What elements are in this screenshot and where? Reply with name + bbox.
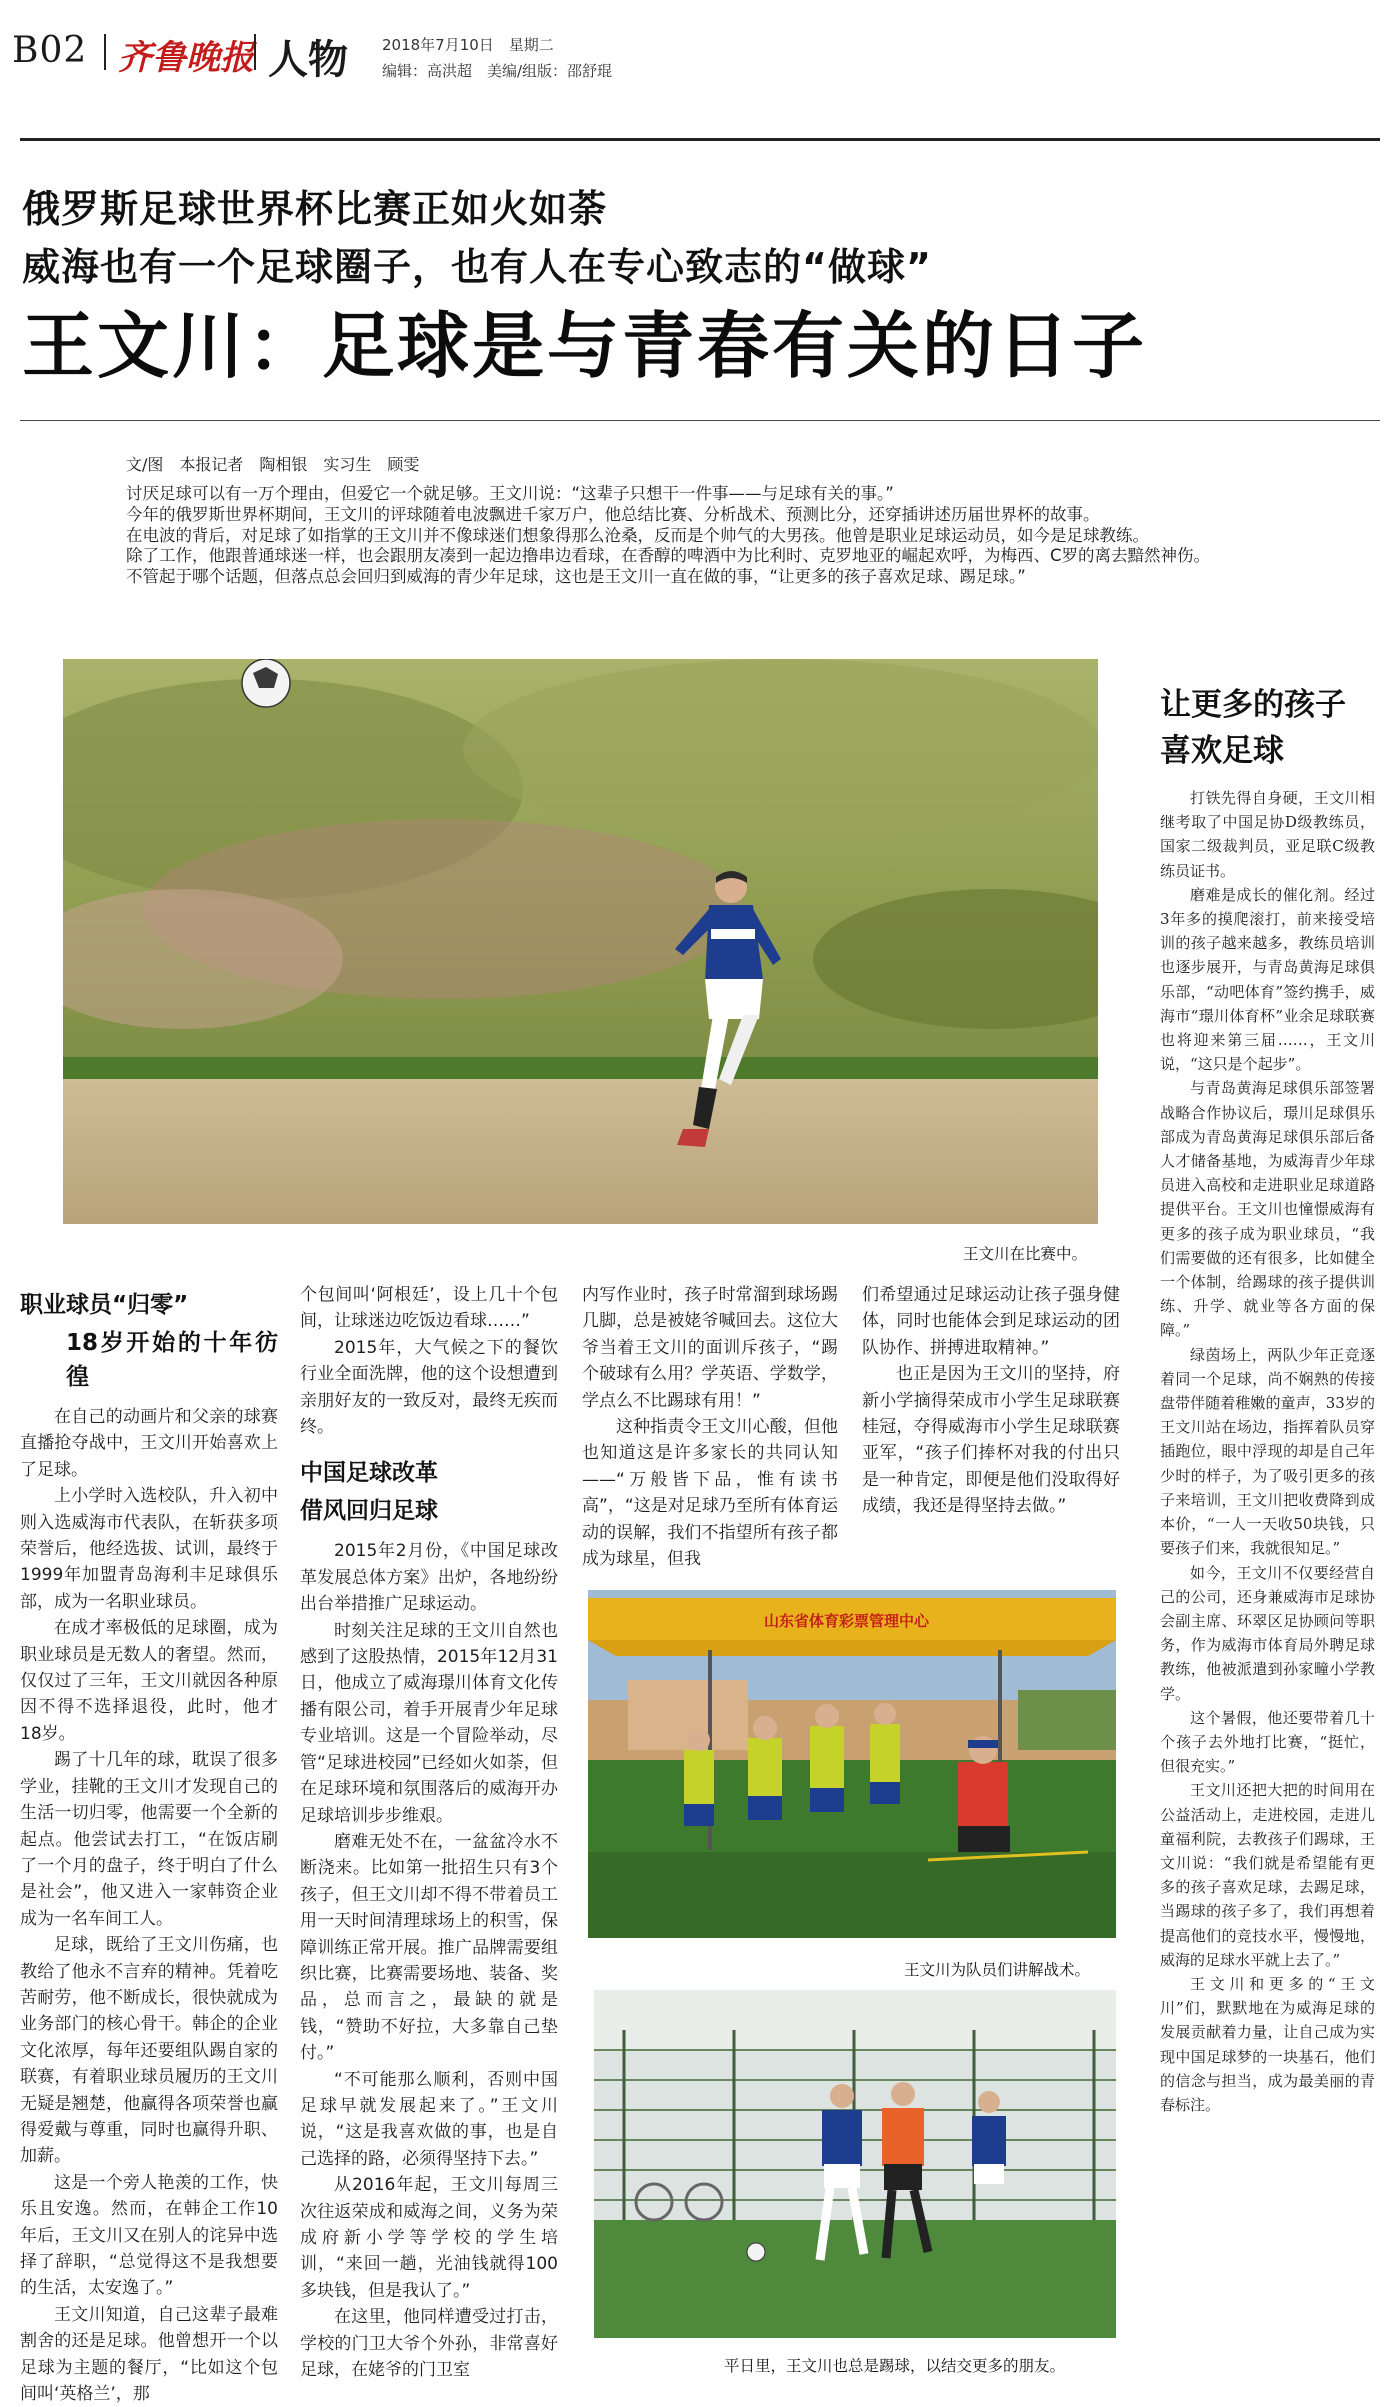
body-paragraph: 们希望通过足球运动让孩子强身健体，同时也能体会到足球运动的团队协作、拼搏进取精神。” <box>862 1285 1120 1358</box>
sidebar-body <box>1160 786 1375 2117</box>
lead-line: 在电波的背后，对足球了如指掌的王文川并不像球迷们想象得那么沧桑，反而是个帅气的大男孩。他曾是职业足球运动员，如今是足球教练。 <box>126 525 1149 545</box>
issue-date: 2018年7月10日 星期二 <box>382 36 554 54</box>
header-divider <box>104 34 106 70</box>
article-column-1 <box>20 1288 278 2407</box>
lead-line: 讨厌足球可以有一万个理由，但爱它一个就足够。王文川说：“这辈子只想干一件事——与足球有关的事。” <box>126 484 894 503</box>
subhead-reform: 中国足球改革 <box>300 1460 438 1487</box>
sidebar-title-line-1: 让更多的孩子 <box>1160 687 1346 723</box>
body-paragraph: 2015年，大气候之下的餐饮行业全面洗牌，他的这个设想遭到亲朋好友的一致反对，最终无疾而终。 <box>300 1337 558 1438</box>
subhead-ten-years: 18岁开始的十年彷徨 <box>66 1330 278 1390</box>
article-column-4 <box>862 1282 1120 1520</box>
body-paragraph: 这是一个旁人艳羡的工作，快乐且安逸。然而，在韩企工作10年后，王文川又在别人的诧异中选择了辞职，“总觉得这不是我想要的生活，太安逸了。” <box>20 2172 278 2299</box>
lead-paragraph <box>126 484 1326 588</box>
body-paragraph: 也正是因为王文川的坚持，府新小学摘得荣成市小学生足球联赛桂冠，夺得威海市小学生足球联赛亚军，“孩子们捧杯对我的付出只是一种肯定，即便是他们没取得好成绩，我还是得坚持去做。” <box>862 1364 1120 1517</box>
sidebar-title-line-2: 喜欢足球 <box>1160 733 1284 769</box>
lead-line: 今年的俄罗斯世界杯期间，王文川的评球随着电波飘进千家万户，他总结比赛、分析战术、预测比分，还穿插讲述历届世界杯的故事。 <box>126 504 1100 524</box>
newspaper-logo: 齐鲁晚报 <box>118 38 254 78</box>
sidebar-paragraph: 打铁先得自身硬，王文川相继考取了中国足协D级教练员，国家二级裁判员，亚足联C级教练员证书。 <box>1160 789 1375 880</box>
body-paragraph: 上小学时入选校队，升入初中则入选威海市代表队，在斩获多项荣誉后，他经选拔、试训，最终于1999年加盟青岛海利丰足球俱乐部，成为一名职业球员。 <box>20 1486 278 1612</box>
article-column-3 <box>582 1282 838 1572</box>
kicker-line-2: 威海也有一个足球圈子，也有人在专心致志的“做球” <box>22 245 932 289</box>
lead-line: 不管起于哪个话题，但落点总会回归到威海的青少年足球，这也是王文川一直在做的事，“让更多的孩子喜欢足球、踢足球。” <box>126 567 1026 587</box>
sidebar-paragraph: 如今，王文川不仅要经营自己的公司，还身兼威海市足球协会副主席、环翠区足协顾问等职务，作为威海市体育局外聘足球教练，他被派遣到孙家疃小学教学。 <box>1160 1563 1375 1703</box>
photo-caption-2: 王文川为队员们讲解战术。 <box>904 1961 1091 1979</box>
lead-line: 除了工作，他跟普通球迷一样，也会跟朋友凑到一起边撸串边看球，在香醇的啤酒中为比利时、克罗地亚的崛起欢呼，为梅西、C罗的离去黯然神伤。 <box>126 546 1211 566</box>
sidebar-paragraph: 王文川和更多的“王文川”们，默默地在为威海足球的发展贡献着力量，让自己成为实现中国足球梦的一块基石，他们的信念与担当，成为最美丽的青春标注。 <box>1160 1974 1375 2114</box>
body-paragraph: “不可能那么顺利，否则中国足球早就发展起来了。”王文川说，“这是我喜欢做的事，也是自己选择的路，必须得坚持下去。” <box>300 2069 558 2169</box>
sidebar-paragraph: 磨难是成长的催化剂。经过3年多的摸爬滚打，前来接受培训的孩子越来越多，教练员培训也逐步展开，与青岛黄海足球俱乐部，“动吧体育”签约携手，威海市“璟川体育杯”业余足球联赛也将迎来第三届……，王文川说，“这只是个起步”。 <box>1160 885 1375 1074</box>
body-paragraph: 在成才率极低的足球圈，成为职业球员是无数人的奢望。然而，仅仅过了三年，王文川就因各种原因不得不选择退役，此时，他才18岁。 <box>20 1618 278 1744</box>
body-paragraph: 踢了十几年的球，耽误了很多学业，挂靴的王文川才发现自己的生活一切归零，他需要一个全新的起点。他尝试去打工，“在饭店刷了一个月的盘子，终于明白了什么是社会”，他又进入一家韩资企业成为一名车间工人。 <box>20 1750 278 1929</box>
body-paragraph: 时刻关注足球的王文川自然也感到了这股热情，2015年12月31日，他成立了威海璟川体育文化传播有限公司，着手开展青少年足球专业培训。这是一个冒险举动，尽管“足球进校园”已经如火如荼，但在足球环境和氛围落后的威海开办足球培训步步维艰。 <box>300 1620 558 1826</box>
photo-caption-1: 王文川在比赛中。 <box>963 1245 1088 1263</box>
body-paragraph: 王文川知道，自己这辈子最难割舍的还是足球。他曾想开一个以足球为主题的餐厅，“比如这个包间叫‘英格兰’，那 <box>20 2304 278 2405</box>
photo-player-kicking <box>63 659 1098 1224</box>
subhead-return: 借风回归足球 <box>300 1498 438 1525</box>
sidebar-title <box>1160 682 1375 774</box>
body-paragraph: 在这里，他同样遭受过打击，学校的门卫大爷个外孙，非常喜好足球，在姥爷的门卫室 <box>300 2307 558 2381</box>
header-rule <box>20 138 1380 141</box>
sidebar-paragraph: 这个暑假，他还要带着几十个孩子去外地打比赛，“挺忙，但很充实。” <box>1160 1708 1375 1776</box>
body-paragraph: 个包间叫‘阿根廷’，设上几十个包间，让球迷边吃饭边看球……” <box>300 1285 558 1332</box>
editor-credits: 编辑：高洪超 美编/组版：邵舒琨 <box>382 62 613 80</box>
header-divider <box>254 34 256 70</box>
sidebar-paragraph: 与青岛黄海足球俱乐部签署战略合作协议后，璟川足球俱乐部成为青岛黄海足球俱乐部后备人才储备基地，为威海青少年球员进入高校和走进职业足球道路提供平台。王文川也憧憬威海有更多的孩子成为职业球员，“我们需要做的还有很多，比如健全一个体制，给踢球的孩子提供训练、升学、就业等各方面的保障。” <box>1160 1079 1375 1340</box>
body-paragraph: 磨难无处不在，一盆盆冷水不断浇来。比如第一批招生只有3个孩子，但王文川却不得不带着员工用一天时间清理球场上的积雪，保障训练正常开展。推广品牌需要组织比赛，比赛需要场地、装备、奖品，总而言之，最缺的就是钱，“赞助不好拉，大多靠自己垫付。” <box>300 1831 558 2064</box>
body-paragraph: 2015年2月份，《中国足球改革发展总体方案》出炉，各地纷纷出台举措推广足球运动。 <box>300 1541 558 1615</box>
subhead-pro-player: 职业球员“归零” <box>20 1292 189 1318</box>
body-paragraph: 从2016年起，王文川每周三次往返荣成和威海之间，义务为荣成府新小学等学校的学生培训，“来回一趟，光油钱就得100多块钱，但是我认了。” <box>300 2175 558 2301</box>
article-column-2 <box>300 1282 558 2383</box>
headline-rule <box>20 420 1380 421</box>
photo-tactics-briefing <box>588 1590 1116 1938</box>
page-number: B02 <box>12 30 88 71</box>
body-paragraph: 在自己的动画片和父亲的球赛直播抢夺战中，王文川开始喜欢上了足球。 <box>20 1407 278 1480</box>
main-headline: 王文川：足球是与青春有关的日子 <box>22 304 1148 388</box>
kicker-line-1: 俄罗斯足球世界杯比赛正如火如荼 <box>22 187 608 231</box>
tent-banner-text: 山东省体育彩票管理中心 <box>764 1612 930 1630</box>
sidebar-paragraph: 绿茵场上，两队少年正竞逐着同一个足球，尚不娴熟的传接盘带伴随着稚嫩的童声，33岁的王文川站在场边，指挥着队员穿插跑位，眼中浮现的却是自己年少时的样子，为了吸引更多的孩子来培训，王文川把收费降到成本价，“一人一天收50块钱，只要孩子们来，我就很知足。” <box>1160 1345 1375 1558</box>
photo-evening-game <box>594 1990 1116 2338</box>
byline: 文/图 本报记者 陶相银 实习生 顾雯 <box>126 455 420 474</box>
section-title: 人物 <box>268 36 348 83</box>
body-paragraph: 内写作业时，孩子时常溜到球场踢几脚，总是被姥爷喊回去。这位大爷当着王文川的面训斥孩子，“踢个破球有么用？学英语、学数学，学点么不比踢球有用！” <box>582 1285 838 1411</box>
body-paragraph: 足球，既给了王文川伤痛，也教给了他永不言弃的精神。凭着吃苦耐劳，他不断成长，很快就成为业务部门的核心骨干。韩企的企业文化浓厚，每年还要组队踢自家的联赛，有着职业球员履历的王文川无疑是翘楚，他赢得各项荣誉也赢得爱戴与尊重，同时也赢得升职、加薪。 <box>20 1935 278 2167</box>
photo-caption-3: 平日里，王文川也总是踢球，以结交更多的朋友。 <box>724 2357 1066 2375</box>
body-paragraph: 这种指责令王文川心酸，但他也知道这是许多家长的共同认知——“万般皆下品，惟有读书高”，“这是对足球乃至所有体育运动的误解，我们不指望所有孩子都成为球星，但我 <box>582 1417 838 1570</box>
sidebar-paragraph: 王文川还把大把的时间用在公益活动上，走进校园，走进儿童福利院，去教孩子们踢球，王文川说：“我们就是希望能有更多的孩子喜欢足球，去踢足球，当踢球的孩子多了，我们再想着提高他们的竞技水平，慢慢地，威海的足球水平就上去了。” <box>1160 1781 1375 1969</box>
